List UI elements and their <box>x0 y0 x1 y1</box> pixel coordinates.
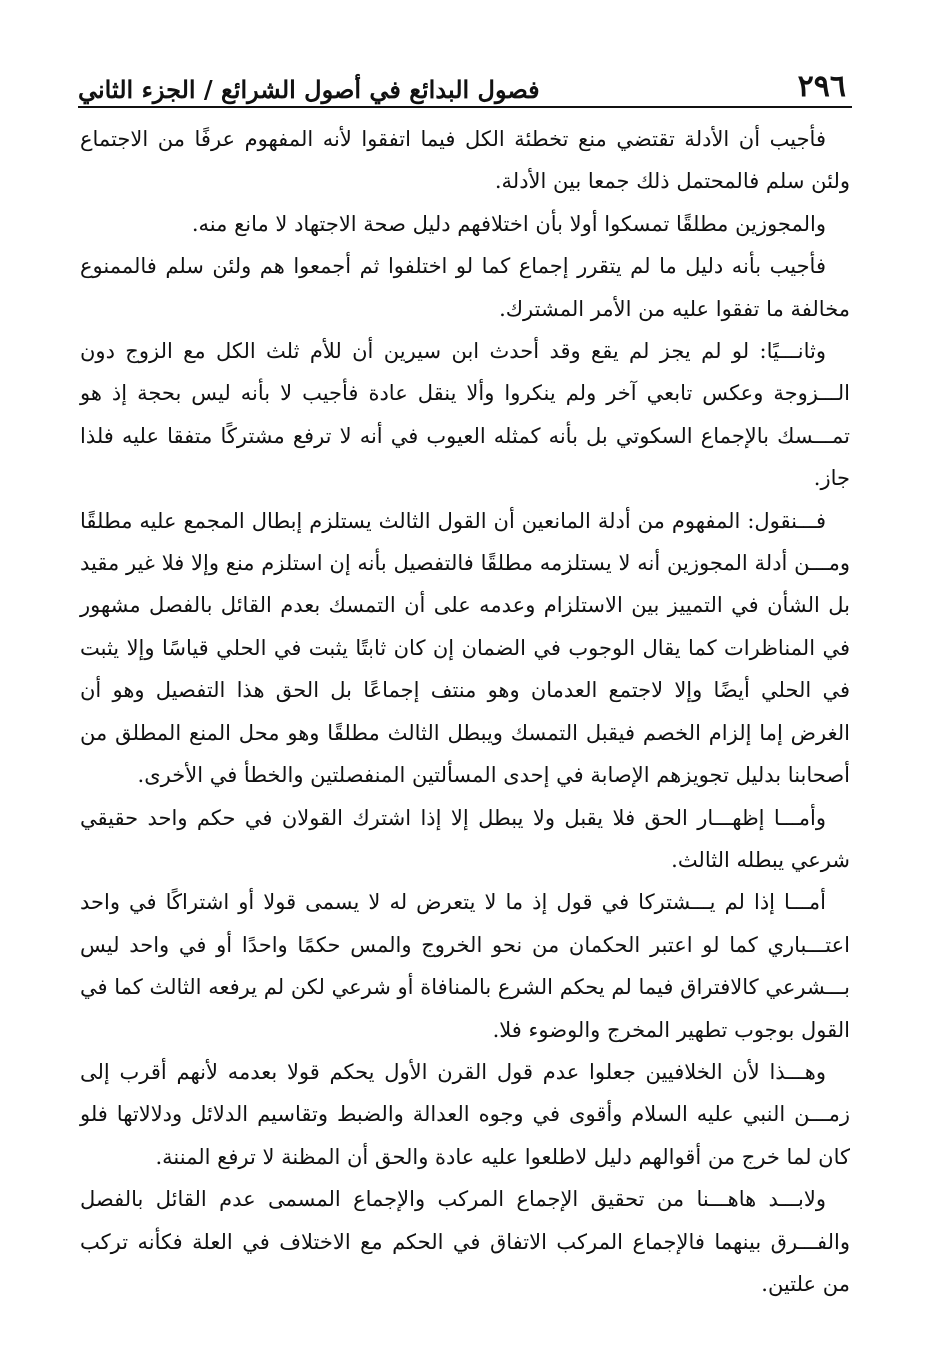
paragraph: وأمـــا إظهـــار الحق فلا يقبل ولا يبطل إلا إذا اشترك القولان في حكم واحد حقيقي شرعي يبطله الثالث. <box>80 805 850 872</box>
paragraph: أمـــا إذا لم يـــشتركا في قول إذ ما لا يتعرض له لا يسمى قولا أو اشتراكًا في واحد اعتـــباري كما لو اعتبر الحكمان من نحو الخروج والمس حكمًا واحدًا أو في واحد ليس بـــشرعي كالافتراق فيما لم يحكم الشرع بالمنافاة أو شرعي لكن لم يرفعه الثالث كما في القول بوجوب تطهير المخرج والوضوء فلا. <box>80 890 850 1042</box>
paragraph: ولابـــد هاهـــنا من تحقيق الإجماع المركب والإجماع المسمى عدم القائل بالفصل والفـــرق بينهما فالإجماع المركب الاتفاق في الحكم مع الاختلاف في العلة فكأنه تركب من علتين. <box>80 1187 850 1296</box>
page-number: ٢٩٦ <box>797 69 846 104</box>
paragraph: وهـــذا لأن الخلافيين جعلوا عدم قول القرن الأول يحكم قولا بعدمه لأنهم أقرب إلى زمـــن النبي عليه السلام وأقوى في وجوه العدالة والضبط وتقاسيم الدلائل ودلالاتها فلو كان لما خرج من أقوالهم دليل لاطلعوا عليه عادة والحق أن المظنة لا ترفع المننة. <box>80 1059 850 1169</box>
running-title: فصول البدائع في أصول الشرائع / الجزء الثاني <box>78 75 540 104</box>
paragraph: فأجيب بأنه دليل ما لم يتقرر إجماع كما لو اختلفوا ثم أجمعوا هم ولئن سلم فالممنوع مخالفة ما تفقوا عليه من الأمر المشترك. <box>80 254 850 321</box>
page-header <box>78 52 852 108</box>
paragraph: فأجيب أن الأدلة تقتضي منع تخطئة الكل فيما اتفقوا لأنه المفهوم عرفًا من الاجتماع ولئن سلم فالمحتمل ذلك جمعا بين الأدلة. <box>80 127 850 194</box>
paragraph: فـــنقول: المفهوم من أدلة المانعين أن القول الثالث يستلزم إبطال المجمع عليه مطلقًا ومـــن أدلة المجوزين أنه لا يستلزمه مطلقًا فالتفصيل بأنه إن استلزم منع وإلا فلا غير مقيد بل الشأن في التمييز بين الاستلزام وعدمه على أن التمسك بعدم القائل بالفصل مشهور في المناظرات كما يقال الوجوب في الضمان إن كان ثابتًا يثبت في الحلي قياسًا وإلا يثبت في الحلي أيضًا وإلا لاجتمع العدمان وهو منتف إجماعًا بل الحق هذا التفصيل وهو أن الغرض إما إلزام الخصم فيقبل التمسك ويبطل الثالث مطلقًا وهو محل المنع المطلق من أصحابنا بدليل تجويزهم الإصابة في إحدى المسألتين المنفصلتين والخطأ في الأخرى. <box>80 508 850 788</box>
paragraph: والمجوزين مطلقًا تمسكوا أولا بأن اختلافهم دليل صحة الاجتهاد لا مانع منه. <box>191 211 826 236</box>
page-body <box>80 118 850 1305</box>
paragraph: وثانـــيًا: لو لم يجز لم يقع وقد أحدث ابن سيرين أن للأم ثلث الكل مع الزوج دون الـــزوجة وعكس تابعي آخر ولم ينكروا وألا ينقل عادة فأجيب لا بأنه ليس بحجة إذ هو تمـــسك بالإجماع السكوتي بل بأنه كمثله العيوب في أنه لا ترفع مشتركًا متفقا عليه فلذا جاز. <box>80 339 850 491</box>
